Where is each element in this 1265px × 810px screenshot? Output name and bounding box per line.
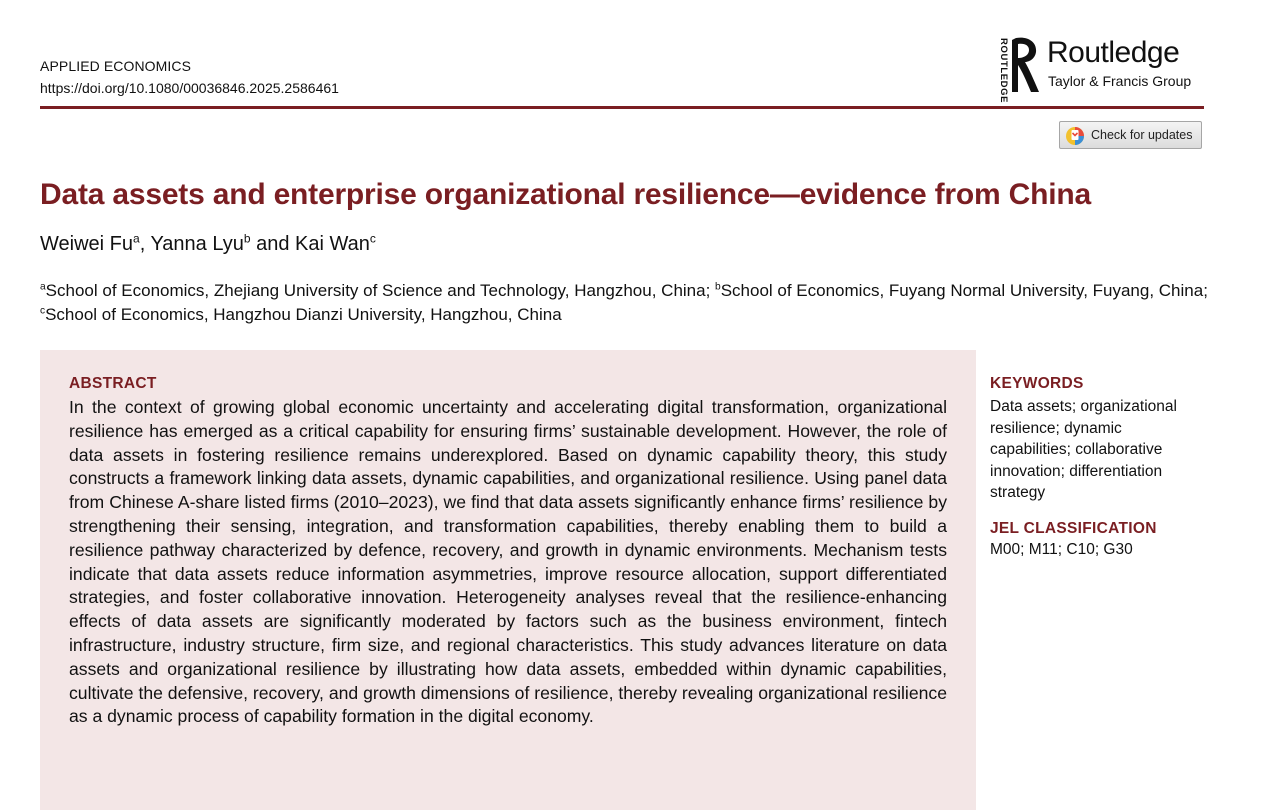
- jel-codes: M00; M11; C10; G30: [990, 541, 1133, 558]
- author-list: [40, 233, 376, 256]
- routledge-logo[interactable]: [996, 36, 1206, 104]
- author-name[interactable]: Yanna Lyu: [150, 233, 244, 255]
- check-for-updates-label: Check for updates: [1091, 128, 1193, 142]
- article-title: Data assets and enterprise organizational resilience—evidence from China: [40, 178, 1091, 211]
- abstract-text: In the context of growing global economic uncertainty and accelerating digital transformation, organizational resilience has emerged as a critical capability for ensuring firms’ sustainable development. However, the role of data assets in fostering resilience remains underexplored. Based on dynamic capability theory, this study constructs a framework linking data assets, dynamic capabilities, and organizational resilience. Using panel data from Chinese A-share listed firms (2010–2023), we find that data assets significantly enhance firms’ resilience by strengthening their sensing, integration, and transformation capabilities, thereby enabling them to build a resilience pathway characterized by defence, recovery, and growth in dynamic environments. Mechanism tests indicate that data assets reduce information asymmetries, improve resource allocation, support differentiated strategies, and foster collaborative innovation. Heterogeneity analyses reveal that the resilience-enhancing effects of data assets are significantly moderated by factors such as the business environment, fintech infrastructure, industry structure, firm size, and regional characteristics. This study advances literature on data assets and organizational resilience by illustrating how data assets, embedded within dynamic capabilities, cultivate the defensive, recovery, and growth dimensions of resilience, thereby revealing organizational resilience as a dynamic process of capability formation in the digital economy.: [69, 397, 947, 727]
- affil-mark: b: [715, 281, 721, 293]
- header-rule: [40, 106, 1204, 109]
- keywords-heading: KEYWORDS: [990, 375, 1084, 392]
- crossmark-icon: [1065, 126, 1085, 146]
- abstract-heading: ABSTRACT: [69, 375, 157, 392]
- affiliation-text: School of Economics, Fuyang Normal University, Fuyang, China;: [720, 281, 1208, 300]
- affil-mark: a: [40, 281, 46, 293]
- jel-heading: JEL CLASSIFICATION: [990, 520, 1157, 537]
- journal-name: APPLIED ECONOMICS: [40, 58, 192, 74]
- routledge-head-icon: [1010, 36, 1040, 94]
- author-name[interactable]: Weiwei Fu: [40, 233, 133, 255]
- keywords-text: Data assets; organizational resilience; dynamic capabilities; collaborative innovation; differentiation strategy: [990, 398, 1177, 501]
- logo-vertical-text: ROUTLEDGE: [998, 38, 1009, 104]
- author-affil-mark: a: [133, 231, 140, 246]
- affiliations: [40, 279, 1210, 327]
- author-affil-mark: b: [243, 231, 251, 246]
- author-affil-mark: c: [369, 231, 376, 246]
- affiliation-text: School of Economics, Hangzhou Dianzi University, Hangzhou, China: [45, 305, 562, 324]
- publisher-group: Taylor & Francis Group: [1048, 73, 1192, 89]
- author-name[interactable]: Kai Wan: [295, 233, 370, 255]
- author-separator: ,: [139, 233, 151, 255]
- affiliation-text: School of Economics, Zhejiang University of Science and Technology, Hangzhou, China;: [45, 281, 716, 300]
- publisher-name: Routledge: [1047, 36, 1180, 69]
- check-for-updates-button[interactable]: [1059, 121, 1202, 149]
- author-separator: and: [250, 233, 296, 255]
- doi-link[interactable]: https://doi.org/10.1080/00036846.2025.2586461: [40, 80, 339, 96]
- affil-mark: c: [40, 305, 46, 317]
